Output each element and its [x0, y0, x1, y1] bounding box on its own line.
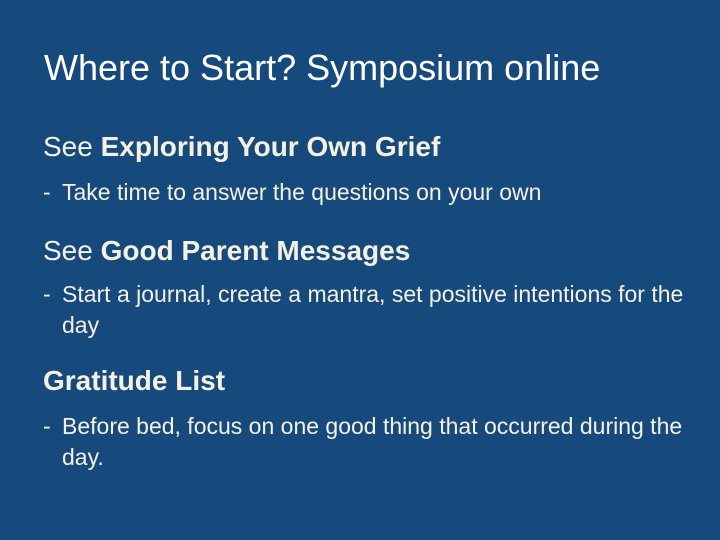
section-exploring-grief	[43, 129, 693, 208]
sub-bullet	[43, 279, 693, 341]
bullet-marker: -	[43, 413, 51, 439]
sub-bullet	[43, 411, 693, 473]
section-gratitude-list	[43, 363, 693, 473]
heading-emphasis: Gratitude List	[43, 365, 226, 396]
bullet-marker: -	[43, 281, 51, 307]
section-heading	[43, 129, 693, 165]
sub-bullet	[43, 177, 693, 208]
heading-prefix: See	[43, 131, 101, 162]
slide-content	[43, 129, 693, 473]
section-good-parent-messages	[43, 233, 693, 341]
slide-title: Where to Start? Symposium online	[44, 47, 601, 88]
bullet-marker: -	[43, 179, 51, 205]
heading-emphasis: Exploring Your Own Grief	[100, 131, 441, 162]
section-heading	[43, 363, 693, 399]
section-heading	[43, 233, 693, 269]
heading-prefix: See	[43, 235, 101, 266]
bullet-text: Before bed, focus on one good thing that occurred during the day.	[62, 413, 683, 470]
heading-emphasis: Good Parent Messages	[100, 235, 411, 266]
bullet-text: Start a journal, create a mantra, set positive intentions for the day	[62, 281, 684, 338]
bullet-text: Take time to answer the questions on your own	[62, 179, 542, 205]
